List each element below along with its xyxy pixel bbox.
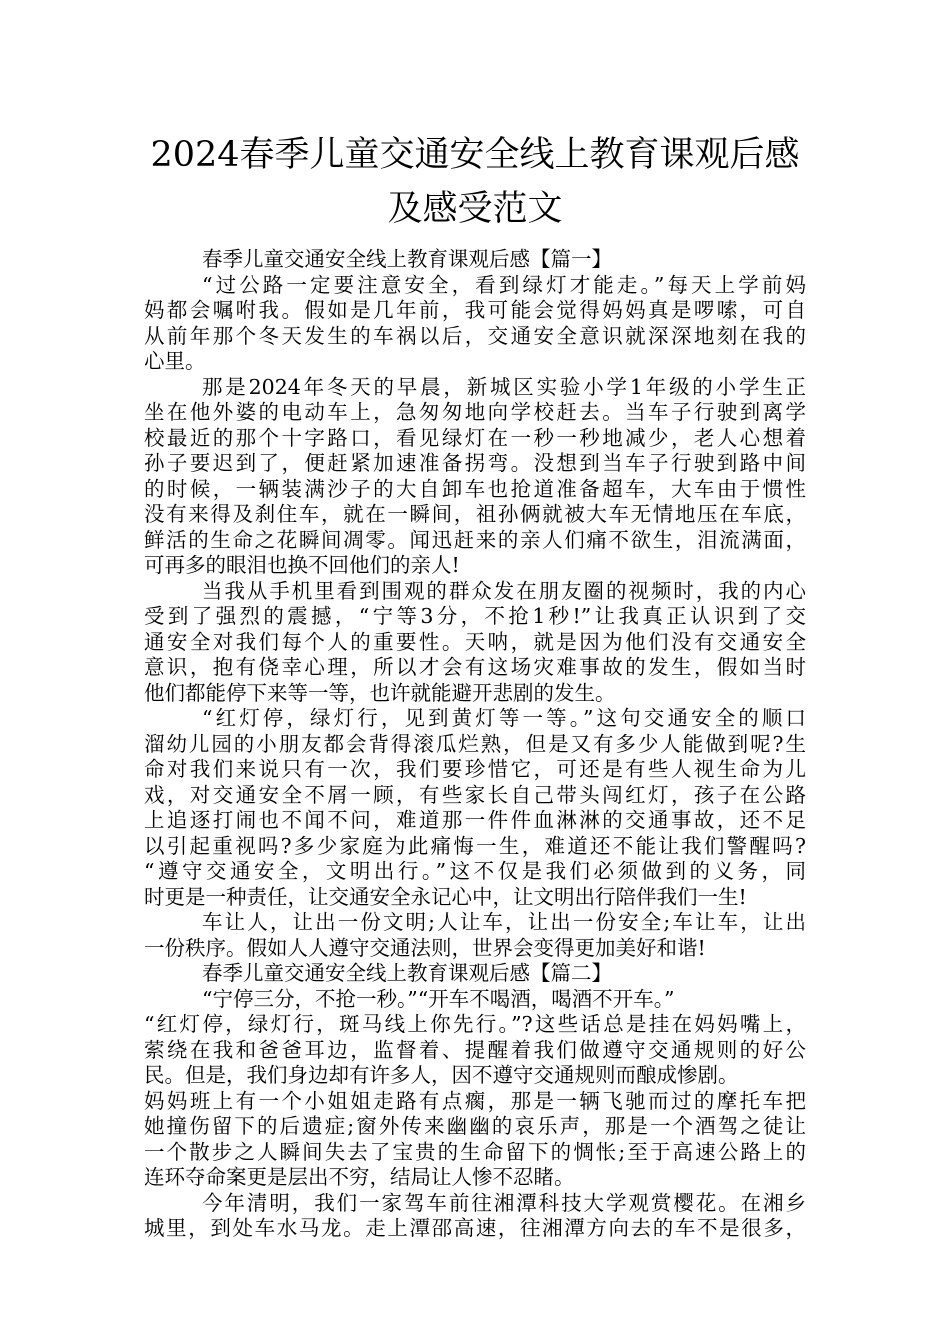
document-title	[100, 128, 850, 236]
text-line: 当我从手机里看到围观的群众发在朋友圈的视频时，我的内心	[202, 578, 806, 603]
text-line: 时更是一种责任，让交通安全永记心中，让文明出行陪伴我们一生!	[144, 884, 747, 909]
text-line: 的时候，一辆装满沙子的大自卸车也抢道准备超车，大车由于惯性	[144, 476, 806, 501]
text-line: 校最近的那个十字路口，看见绿灯在一秒一秒地减少，老人心想着	[144, 425, 806, 450]
text-line: “红灯停，绿灯行，斑马线上你先行。”?这些话总是挂在妈妈嘴上，	[144, 1012, 806, 1036]
text-line: 今年清明，我们一家驾车前往湘潭科技大学观赏樱花。在湘乡	[202, 1190, 806, 1215]
text-line: 以引起重视吗?多少家庭为此痛悔一生，难道还不能让我们警醒吗?	[144, 833, 806, 858]
text-line: 连环夺命案更是层出不穷，结局让人惨不忍睹。	[144, 1165, 575, 1189]
text-line: 妈妈班上有一个小姐姐走路有点瘸，那是一辆飞驰而过的摩托车把	[144, 1088, 806, 1113]
text-line: 妈都会嘱咐我。假如是几年前，我可能会觉得妈妈真是啰嗦，可自	[144, 298, 806, 322]
text-line: 一个散步之人瞬间失去了宝贵的生命留下的惆怅;至于高速公路上的	[144, 1139, 806, 1164]
title-line-2: 及感受范文	[387, 189, 563, 229]
text-line: 命对我们来说只有一次，我们要珍惜它，可还是有些人视生命为儿	[144, 757, 806, 781]
text-line: 鲜活的生命之花瞬间凋零。闻迅赶来的亲人们痛不欲生，泪流满面，	[144, 527, 806, 552]
text-line: 她撞伤留下的后遗症;窗外传来幽幽的哀乐声，那是一个酒驾之徒让	[144, 1114, 806, 1138]
section-heading: 春季儿童交通安全线上教育课观后感【篇一】	[202, 247, 612, 271]
text-line: 意识，抱有侥幸心理，所以才会有这场灾难事故的发生，假如当时	[144, 655, 806, 679]
text-line: 孙子要迟到了，便赶紧加速准备拐弯。没想到当车子行驶到路中间	[144, 451, 806, 475]
text-line: 受到了强烈的震撼，“宁等3分，不抢1秒!”让我真正认识到了交	[144, 604, 806, 628]
text-line: “红灯停，绿灯行，见到黄灯等一等。”这句交通安全的顺口	[202, 706, 806, 730]
text-line: 可再多的眼泪也换不回他们的亲人!	[144, 553, 460, 577]
text-line: 心里。	[144, 349, 206, 373]
text-line: “遵守交通安全，文明出行。”这不仅是我们必须做到的义务，同	[144, 859, 806, 883]
section-heading: 春季儿童交通安全线上教育课观后感【篇二】	[202, 961, 612, 985]
text-line: 萦绕在我和爸爸耳边，监督着、提醒着我们做遵守交通规则的好公	[144, 1037, 806, 1062]
text-line: 他们都能停下来等一等，也许就能避开悲剧的发生。	[144, 680, 616, 705]
text-line: 通安全对我们每个人的重要性。天呐，就是因为他们没有交通安全	[144, 629, 806, 654]
text-line: 从前年那个冬天发生的车祸以后，交通安全意识就深深地刻在我的	[144, 323, 806, 348]
text-line: 一份秩序。假如人人遵守交通法则，世界会变得更加美好和谐!	[144, 935, 706, 960]
text-line: “宁停三分，不抢一秒。”“开车不喝酒，喝酒不开车。”	[202, 986, 675, 1011]
document-body	[144, 247, 806, 1242]
text-line: 城里，到处车水马龙。走上潭邵高速，往湘潭方向去的车不是很多，	[144, 1216, 806, 1240]
title-line-1: 2024春季儿童交通安全线上教育课观后感	[150, 135, 800, 175]
text-line: 坐在他外婆的电动车上，急匆匆地向学校赶去。当车子行驶到离学	[144, 400, 806, 424]
text-line: 没有来得及刹住车，就在一瞬间，祖孙俩就被大车无情地压在车底，	[144, 502, 806, 526]
text-line: “过公路一定要注意安全，看到绿灯才能走。”每天上学前妈	[202, 272, 806, 297]
text-line: 上追逐打闹也不闻不问，难道那一件件血淋淋的交通事故，还不足	[144, 808, 806, 832]
text-line: 溜幼儿园的小朋友都会背得滚瓜烂熟，但是又有多少人能做到呢?生	[144, 731, 806, 756]
text-line: 戏，对交通安全不屑一顾，有些家长自己带头闯红灯，孩子在公路	[144, 782, 806, 807]
text-line: 车让人，让出一份文明;人让车，让出一份安全;车让车，让出	[202, 910, 806, 934]
text-line: 那是2024年冬天的早晨，新城区实验小学1年级的小学生正	[202, 374, 806, 399]
text-line: 民。但是，我们身边却有许多人，因不遵守交通规则而酿成惨剧。	[144, 1063, 739, 1087]
